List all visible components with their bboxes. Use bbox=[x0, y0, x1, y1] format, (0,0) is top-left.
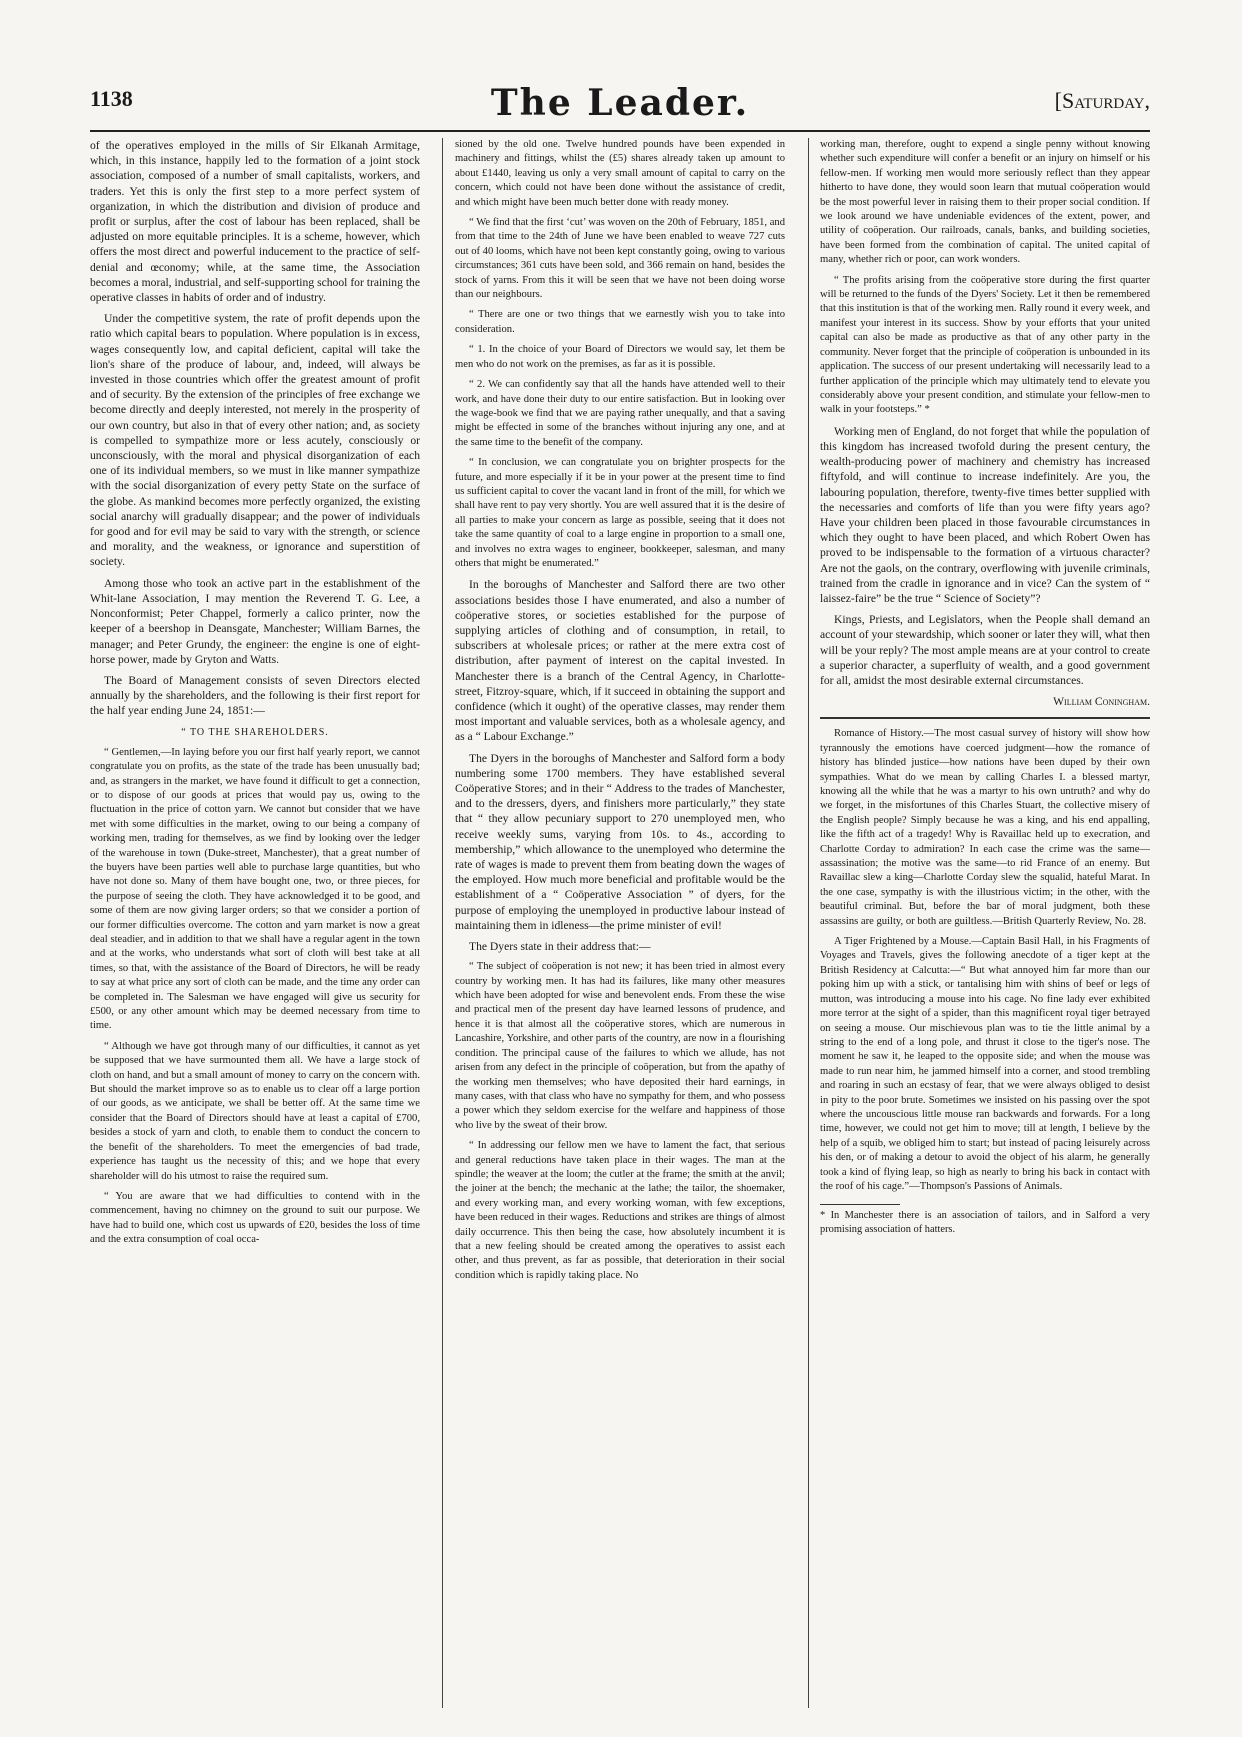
quoted-paragraph: “ In conclusion, we can congratulate you on brighter prospects for the future, and more especially if it be in your power at the present time to find us sufficient capital to cover the vacant land in front of the mill, for which we shall have rent to pay very shortly. You are well assured that it is the desire of all parties to make your concern as large as possible, seeing that it does not take the same quantity of coal to a large engine in proportion to a small one, and involves no extra wages to engineer, bookkeeper, salesman, and many others that might be enumerated.” bbox=[455, 457, 785, 569]
paragraph: Working men of England, do not forget that while the population of this kingdom has increased twofold during the present century, the wealth-producing power of machinery and chemistry has increased fiftyfold, and will continue to increase indefinitely. Are you, the labouring population, therefore, twenty-five times better supplied with the necessaries and comforts of life than you were fifty years ago? Have your children been placed in those favourable circumstances in which they ought to have been placed, and which Robert Owen has proved to be indispensable to the formation of a virtuous character? Are not the gaols, on the contrary, overflowing with juvenile criminals, trained from the cradle in ignorance and in vice? Can the system of “ laissez-faire” be the true “ Science of Society”? bbox=[820, 424, 1150, 605]
quoted-paragraph: “ 2. We can confidently say that all the hands have attended well to their work, and have done their duty to our entire satisfaction. But in looking over the wage-book we find that we are paying rather unequally, and that a saving might be effected in some of the branches without injuring any one, and at the same time to the benefit of the company. bbox=[455, 379, 785, 448]
quoted-paragraph: “ You are aware that we had difficulties to contend with in the commencement, having no chimney on the ground to suit our purpose. We have had to build one, which cost us upwards of £20, besides the loss of time and the extra consumption of coal occa- bbox=[90, 1190, 420, 1246]
paragraph: The Board of Management consists of seven Directors elected annually by the shareholders, and the following is their first report for the half year ending June 24, 1851:— bbox=[90, 673, 420, 718]
footnote: * In Manchester there is an association of tailors, and in Salford a very promising association of hatters. bbox=[820, 1210, 1150, 1236]
masthead-title: The Leader. bbox=[490, 82, 750, 124]
article-tiger-mouse: A Tiger Frightened by a Mouse.—Captain Basil Hall, in his Fragments of Voyages and Travels, gives the following anecdote of a tiger kept at the British Residency at Calcutta:—“ But what annoyed him far more than our poking him up with a stick, or tantalising him with shins of beef or legs of mutton, was introducing a mouse into his cage. No fine lady ever exhibited more terror at the sight of a spider, than this magnificent royal tiger betrayed on seeing a mouse. Our mischievous plan was to tie the little animal by a string to the end of a long pole, and thrust it close to the tiger's nose. The moment he saw it, he leaped to the opposite side; and when the mouse was made to run near him, he jammed himself into a corner, and stood trembling and roaring in such an ecstasy of fear, that we were always obliged to desist in pity to the poor brute. Sometimes we insisted on his passing over the spot where the uncouscious little mouse ran backwards and forwards. For a long time, however, we could not get him to move; till at length, I believe by the help of a squib, we obliged him to start; but instead of pacing leisurely across his den, or of making a detour to avoid the object of his alarm, he generally took a kind of flying leap, so high as nearly to bring his back in contact with the roof of his cage.”—Thompson's Passions of Animals. bbox=[820, 936, 1150, 1192]
paragraph: The Dyers in the boroughs of Manchester and Salford form a body numbering some 1700 members. They have established several Coöperative Stores; and in their “ Address to the trades of Manchester, and to the dressers, dyers, and finishers more particularly,” they state that “ they allow pecuniary support to 270 unemployed men, who receive weekly sums, varying from 10s. to 4s., according to membership,” which allowance to the unemployed who determine the rate of wages is made to prevent them from beating down the wages of the employed. How much more beneficial and profitable would be the establishment of a “ Coöperative Association ” of dyers, for the purpose of employing the unemployed in productive labour instead of maintaining them in idleness—the prime minister of evil! bbox=[455, 751, 785, 932]
article-romance-of-history: Romance of History.—The most casual survey of history will show how tyrannously the emotions have coerced judgment—how the romance of history has blinded justice—how nations have been duped by their own sympathies. What do we mean by calling Charles I. a blessed martyr, knowing all the while that he was a martyr to his own untruth? and why do we forget, in the misfortunes of this Charles Stuart, the collective misery of the English people? Simply because he was a king, and his end appalling, like the fifth act of a tragedy! Why is Ravaillac held up to execration, and Charlotte Corday to admiration? In each case the crime was the same—assassination; the motive was the same—to rid France of an enemy. But Ravaillac slew a king—Charlotte Corday slew the squalid, hateful Marat. In the one case, sympathy is with the illustrious victim; in the other, with the beautiful criminal. But, before the bar of moral judgment, both these assassins are guilty, or both are guiltless.—British Quarterly Review, No. 28. bbox=[820, 728, 1150, 927]
quoted-paragraph: “ There are one or two things that we earnestly wish you to take into consideration. bbox=[455, 309, 785, 335]
page-header bbox=[90, 82, 1150, 126]
report-heading: “ TO THE SHAREHOLDERS. bbox=[181, 726, 329, 738]
quoted-paragraph: “ The profits arising from the coöperative store during the first quarter will be returned to the funds of the Dyers' Society. Let it then be remembered that this institution is that of the working men. Rally round it every week, and manifest your interest in its success. Show by your efforts that your united capital can also be made as productive as that of any other party in the community. Never forget that the principle of coöperation is unbounded in its application. The success of our present undertaking will necessarily lead to a further application of the principle which may ultimately tend to elevate you considerably above your present condition, and stimulate your fellow-men to walk in your footsteps.” * bbox=[820, 274, 1150, 416]
footnote-rule bbox=[820, 1204, 900, 1205]
header-rule bbox=[90, 130, 1150, 132]
paragraph: Among those who took an active part in the establishment of the Whit-lane Association, I may mention the Reverend T. G. Lee, a Nonconformist; Peter Chappel, formerly a calico printer, now the keeper of a beershop in Deansgate, Manchester; William Barnes, the manager; and Peter Grundy, the engineer: the engine is one of eight-horse power, made by Gryton and Watts. bbox=[90, 576, 420, 666]
quoted-paragraph: “ In addressing our fellow men we have to lament the fact, that serious and general reductions have taken place in their wages. The man at the spindle; the weaver at the loom; the cutler at the frame; the smith at the anvil; the joiner at the bench; the mechanic at the lathe; the tailor, the shoemaker, and every working man, and every working woman, with few exceptions, have been reduced in their wages. Reductions and strikes are things of almost daily occurrence. This then being the case, how absolutely incumbent it is that a new feeling should be created among the operatives to assist each other, and thus prevent, as far as possible, that deterioration in their social condition which is rapidly taking place. No bbox=[455, 1140, 785, 1281]
paragraph: Kings, Priests, and Legislators, when the People shall demand an account of your stewardship, which sooner or later they will, what then will be your reply? The most ample means are at your control to create a superior character, a superfluity of wealth, and a good government for all, amidst the most desirable external circumstances. bbox=[820, 613, 1150, 687]
column-1 bbox=[90, 138, 420, 1708]
paragraph: In the boroughs of Manchester and Salford there are two other associations besides those I have enumerated, and also a number of coöperative stores, or societies established for the purpose of supplying articles of clothing and of consumption, in retail, to subscribers at wholesale prices; or rather at the mere extra cost of distribution, after payment of interest on the capital invested. In Manchester there is a branch of the Central Agency, in Charlotte-street, Fitzroy-square, which, if it succeed in obtaining the support and confidence (which it ought) of the operative classes, may render them most important and valuable services, both as a wholesale agency, and as a “ Labour Exchange.” bbox=[455, 578, 785, 744]
quoted-paragraph: working man, therefore, ought to expend a single penny without knowing whether such expenditure will confer a benefit or an injury on himself or his fellow-men. If working men would more seriously reflect than they appear hitherto to have done, they would soon learn that mutual coöperation would be the most powerful lever in raising them to their proper social condition. If we look around we have undeniable evidences of the extent, power, and utility of coöperation. Our railroads, canals, banks, and building societies, have been formed from the combination of capital. The united capital of many, whether rich or poor, can work wonders. bbox=[820, 139, 1150, 266]
signature: William Coningham. bbox=[1053, 695, 1150, 709]
quoted-paragraph: “ Gentlemen,—In laying before you our first half yearly report, we cannot congratulate you on profits, as the state of the trade has been unusually bad; and, as strangers in the market, we have found it difficult to get a connection, or to dispose of our goods at prices that would pay us, owing to the fluctuation in the price of cotton yarn. We cannot but consider that we have met with some difficulties in the market, owing to our being a company of working men, trading for themselves, as we find by looking over the ledger of the warehouse in town (Duke-street, Manchester), that a great number of the buyers have been parties well able to purchase large quantities, but who have not done so. Many of them have bought one, two, or three pieces, for the purpose of seeing the cloth. They have acknowledged it to be good, and some of them are now giving larger orders; so that we consider a portion of our former difficulties overcome. The cotton and yarn market is now a great deal steadier, and in addition to that we shall have a regular agent in the town and at the works, who understands what sort of cloth will best take at all times, so that, with the assistance of the Board of Directors, he will be ready to say at what price any sort of cloth can be made, and the time any order can be completed in. The Salesman we have engaged will give us security for £500, or any other amount which may be deemed necessary from time to time. bbox=[90, 746, 420, 1032]
header-day: [Saturday, bbox=[1054, 88, 1150, 113]
section-divider bbox=[820, 717, 1150, 719]
column-rule bbox=[808, 138, 809, 1708]
quoted-paragraph: “ Although we have got through many of our difficulties, it cannot as yet be supposed that we have surmounted them all. We have a large stock of cloth on hand, and but a small amount of money to carry on the concern with. But should the market improve so as to enable us to clear off a large portion of our goods, as we anticipate, we shall be better off. At the same time we consider that the Board of Directors should have at least a capital of £700, besides a stock of yarn and cloth, to enable them to conduct the concern to the benefit of the shareholders. To meet the emergencies of bad trade, experience has taught us the necessity of this; and we hope that every shareholder will do his utmost to raise the required sum. bbox=[90, 1040, 420, 1182]
quoted-paragraph: sioned by the old one. Twelve hundred pounds have been expended in machinery and fittings, whilst the (£5) shares already taken up amount to about £1440, leaving us only a very small amount of capital to carry on the concern, which could not have been done without the assistance of credit, and which might have been much better done with ready money. bbox=[455, 139, 785, 208]
column-2 bbox=[455, 138, 785, 1708]
quoted-paragraph: “ 1. In the choice of your Board of Directors we would say, let them be men who do not work on the premises, as far as it is possible. bbox=[455, 344, 785, 370]
quoted-paragraph: “ The subject of coöperation is not new; it has been tried in almost every country by working men. It has had its failures, like many other measures which have been adopted for wise and benevolent ends. From these the wise and practical men of the present day have learned lessons of prudence, and hence it is that almost all the coöperative stores, which are numerous in Lancashire, Yorkshire, and other parts of the country, are now in a flourishing condition. The principal cause of the failures to which we allude, has not arisen from any defect in the principle of coöperation, but from the apathy of the working men themselves; who have deposited their hard earnings, in many cases, with that class who have no sympathy for them, and who possess a power which they seldom exercise for the welfare and happiness of those who live by the sweat of their brow. bbox=[455, 961, 785, 1131]
paragraph: The Dyers state in their address that:— bbox=[469, 940, 651, 954]
paragraph: of the operatives employed in the mills of Sir Elkanah Armitage, which, in this instance, happily led to the formation of a joint stock association, composed of a number of small capitalists, workers, and traders. Yet this is only the first step to a more perfect system of organization, in which the distribution and division of produce and profit or surplus, after the cost of labour has been replaced, shall be adjusted on more equitable principles. It is a scheme, however, which offers the most direct and powerful inducement to the practice of self-denial and œconomy; while, at the same time, the Association becomes a moral, industrial, and self-supporting school for training the operative classes in habits of order and of industry. bbox=[90, 139, 420, 305]
column-rule bbox=[442, 138, 443, 1708]
quoted-paragraph: “ We find that the first ‘cut’ was woven on the 20th of February, 1851, and from that time to the 24th of June we have been enabled to weave 727 cuts out of 40 looms, which have not been kept constantly going, owing to various circumstances; 361 cuts have been sold, and 366 remain on hand, besides the stock of yarns. From this it will be seen that we have not been doing worse than our neighbours. bbox=[455, 217, 785, 301]
column-3 bbox=[820, 138, 1150, 1708]
page-number: 1138 bbox=[90, 86, 133, 111]
paragraph: Under the competitive system, the rate of profit depends upon the ratio which capital bears to population. Where population is in excess, wages consequently low, and capital deficient, capital will take the lion's share of the produce of labour, and, indeed, will always be invested in those countries which offer the greatest amount of profit and of security. By the extension of the principles of free exchange we become directly and deeply interested, not merely in the prosperity of our own country, but also in that of every other nation; and, as society is compelled to sympathize more or less acutely, consciously or unconsciously, with the moral and physical disorganization of each one of its individual members, so we must in like manner sympathize with the social disorganization of every petty State on the surface of the globe. As mankind becomes more perfectly organized, the existing social anarchy will gradually disappear; and the power of individuals for good and for evil may be said to vary with the strength, or science and morality, and the weakness, or ignorance and superstition of society. bbox=[90, 312, 420, 569]
